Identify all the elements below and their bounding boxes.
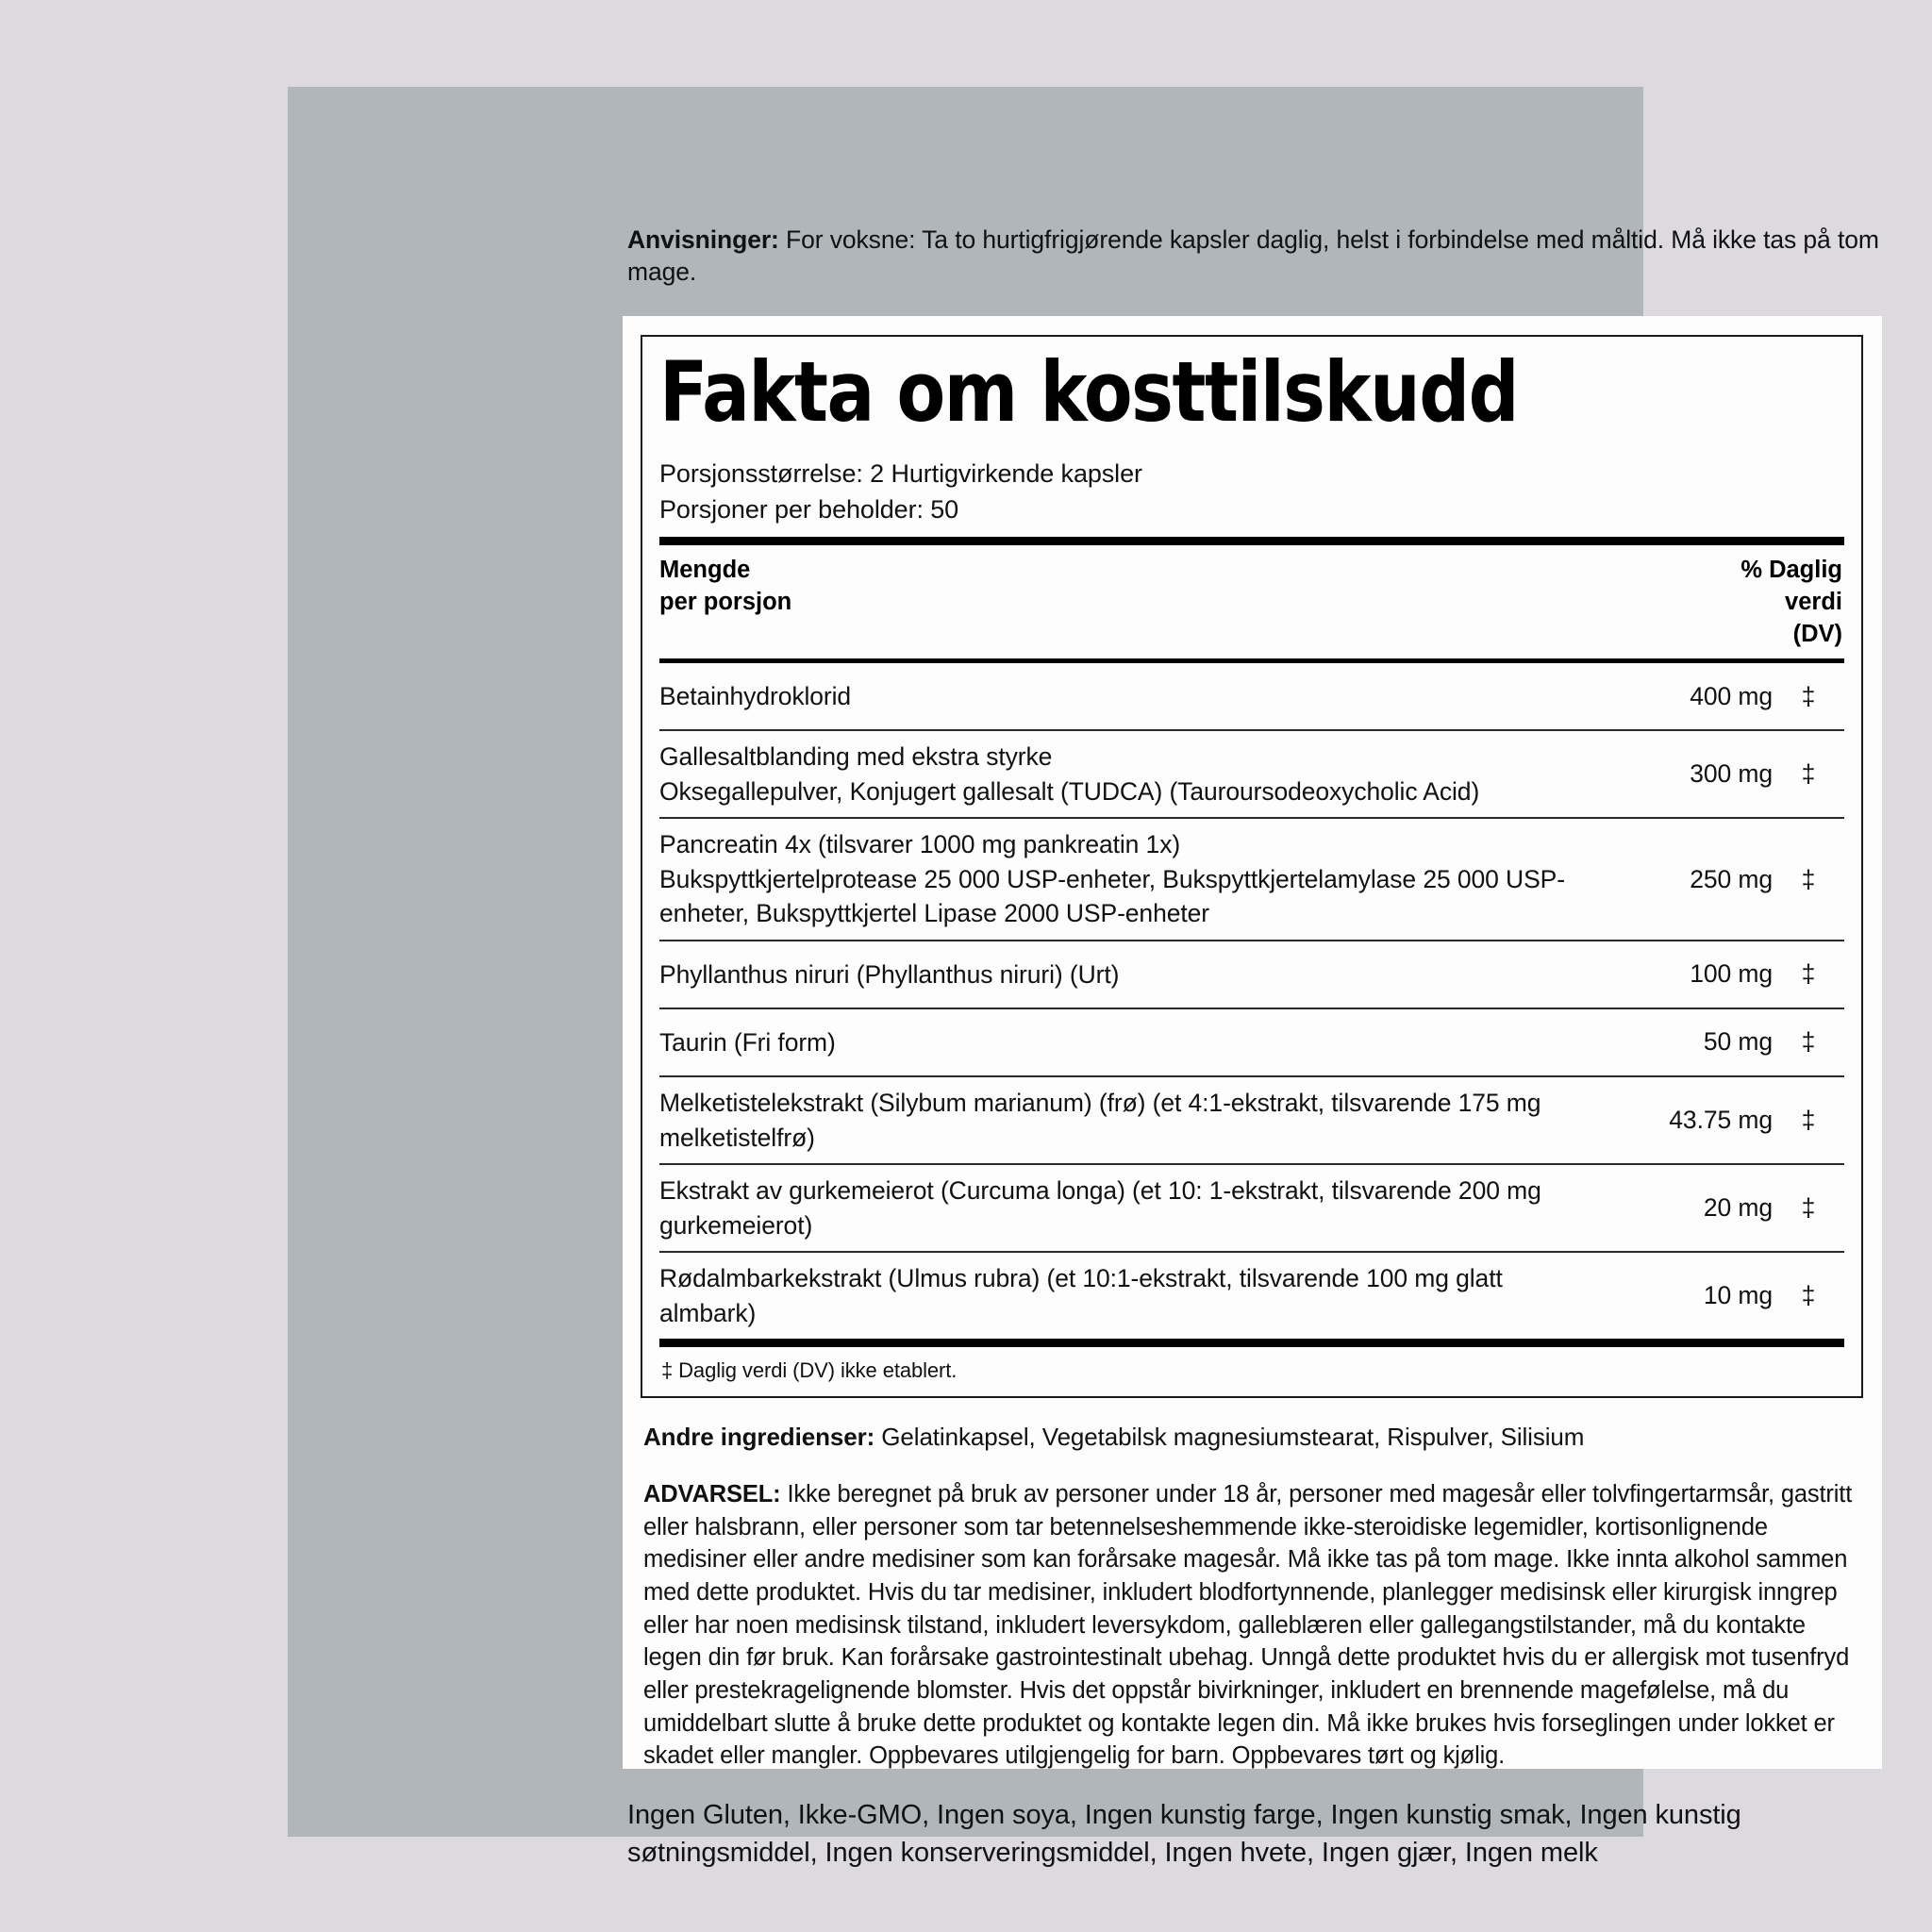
amount-column-header: [659, 555, 1644, 619]
nutrient-amount: 43.75 mg: [1669, 1106, 1773, 1134]
supplement-facts-box: [641, 335, 1863, 1398]
table-row: [659, 1009, 1844, 1075]
other-ingredients-paragraph: [643, 1422, 1864, 1454]
nutrient-amount: 400 mg: [1690, 681, 1773, 710]
nutrient-name: [659, 1025, 1598, 1060]
nutrient-name: [659, 827, 1598, 931]
nutrient-daily-value: ‡: [1801, 1027, 1816, 1057]
table-header-row: [659, 545, 1844, 658]
free-from-claims: Ingen Gluten, Ikke-GMO, Ingen soya, Ingen kunstig farge, Ingen kunstig smak, Ingen kunstig søtningsmiddel, Ingen konserveringsmiddel, Ingen hvete, Ingen gjær, Ingen melk: [627, 1800, 1741, 1869]
nutrient-name: [659, 740, 1598, 808]
nutrient-name-detail: Oksegallepulver, Konjugert gallesalt (TUDCA) (Tauroursodeoxycholic Acid): [659, 776, 1480, 806]
warning-label: ADVARSEL:: [643, 1481, 781, 1507]
table-row: [659, 663, 1844, 729]
divider-thick-bottom: [659, 1339, 1844, 1347]
table-row: [659, 731, 1844, 817]
dv-header-line1: % Daglig: [1740, 557, 1842, 584]
nutrient-name-main: Ekstrakt av gurkemeierot (Curcuma longa) (et 10: 1-ekstrakt, tilsvarende 200 mg gurkemeierot): [659, 1176, 1541, 1240]
nutrient-name: [659, 958, 1598, 992]
nutrient-name-main: Melketistelekstrakt (Silybum marianum) (frø) (et 4:1-ekstrakt, tilsvarende 175 mg melketistelfrø): [659, 1088, 1541, 1152]
supplement-label-card: [288, 87, 1879, 1869]
daily-value-footnote: ‡ Daglig verdi (DV) ikke etablert.: [661, 1358, 958, 1383]
nutrient-daily-value: ‡: [1801, 1106, 1816, 1134]
nutrient-amount: 250 mg: [1690, 864, 1773, 893]
nutrient-daily-value: ‡: [1801, 681, 1816, 710]
warning-text: Ikke beregnet på bruk av personer under 18 år, personer med magesår eller tolvfingertarmsår, gastritt eller halsbrann, eller personer som tar betennelseshemmende ikke-steroidiske legemidler, kortisonlignende medisiner eller andre medisiner som kan forårsake magesår. Må ikke tas på tom mage. Ikke innta alkohol sammen med dette produktet. Hvis du tar medisiner, inkludert blodfortynnende, planlegger medisinsk eller kirurgisk inngrep eller har noen medisinsk tilstand, inkludert leversykdom, galleblæren eller gallegangstilstander, må du kontakte legen din før bruk. Kan forårsake gastrointestinalt ubehag. Unngå dette produktet hvis du er allergisk mot tusenfryd eller prestekragelignende blomster. Hvis det oppstår bivirkninger, inkludert en brennende magefølelse, må du umiddelbart slutte å bruke dette produktet og kontakte legen din. Må ikke brukes hvis forseglingen under lokket er skadet eller mangler. Oppbevares utilgjengelig for barn. Oppbevares tørt og kjølig.: [643, 1481, 1853, 1770]
dv-header-line2: verdi: [1785, 589, 1842, 616]
directions-paragraph: [627, 224, 1882, 289]
nutrient-name-main: Pancreatin 4x (tilsvarer 1000 mg pankreatin 1x): [659, 830, 1181, 859]
nutrient-daily-value: ‡: [1801, 759, 1816, 789]
nutrient-name: [659, 1086, 1598, 1155]
nutrient-daily-value: ‡: [1801, 864, 1816, 893]
nutrient-name: [659, 1174, 1598, 1242]
nutrient-amount: 100 mg: [1690, 959, 1773, 989]
warning-paragraph: [643, 1478, 1864, 1773]
table-row: [659, 1077, 1844, 1163]
nutrient-name: [659, 1261, 1598, 1330]
nutrient-amount: 20 mg: [1703, 1193, 1773, 1223]
nutrient-daily-value: ‡: [1801, 959, 1816, 989]
nutrient-table-body: [659, 663, 1844, 1339]
nutrient-name-main: Rødalmbarkekstrakt (Ulmus rubra) (et 10:1-ekstrakt, tilsvarende 100 mg glatt almbark): [659, 1264, 1503, 1327]
table-row: [659, 941, 1844, 1008]
serving-size: Porsjonsstørrelse: 2 Hurtigvirkende kapsler: [659, 458, 1142, 488]
amount-header-line1: Mengde: [659, 557, 751, 584]
nutrient-daily-value: ‡: [1801, 1281, 1816, 1310]
amount-header-line2: per porsjon: [659, 589, 792, 616]
other-ingredients-label: Andre ingredienser:: [643, 1423, 875, 1451]
nutrient-amount: 10 mg: [1703, 1281, 1773, 1310]
divider-thick-top: [659, 537, 1844, 545]
nutrient-name-main: Taurin (Fri form): [659, 1027, 836, 1057]
page-title: Fakta om kosttilskudd: [659, 343, 1519, 441]
nutrient-name-detail: Bukspyttkjertelprotease 25 000 USP-enheter, Bukspyttkjertelamylase 25 000 USP-enheter, Bukspyttkjertel Lipase 2000 USP-enheter: [659, 864, 1565, 928]
dv-header-line3: (DV): [1792, 621, 1842, 648]
directions-label: Anvisninger:: [627, 225, 779, 254]
table-row: [659, 1253, 1844, 1339]
nutrient-amount: 50 mg: [1703, 1027, 1773, 1057]
other-ingredients-text: Gelatinkapsel, Vegetabilsk magnesiumstearat, Rispulver, Silisium: [874, 1423, 1585, 1451]
table-row: [659, 1165, 1844, 1251]
nutrient-amount: 300 mg: [1690, 759, 1773, 789]
table-row: [659, 819, 1844, 940]
servings-per-container: Porsjoner per beholder: 50: [659, 495, 959, 525]
nutrient-daily-value: ‡: [1801, 1193, 1816, 1223]
nutrient-name-main: Phyllanthus niruri (Phyllanthus niruri) (Urt): [659, 959, 1120, 989]
daily-value-column-header: [1644, 555, 1844, 651]
serving-info: [659, 456, 1844, 528]
nutrient-name-main: Betainhydroklorid: [659, 681, 852, 710]
nutrient-name: [659, 679, 1598, 714]
supplement-facts-panel: [623, 316, 1882, 1769]
directions-text: For voksne: Ta to hurtigfrigjørende kapsler daglig, helst i forbindelse med måltid. Må ikke tas på tom mage.: [627, 225, 1879, 287]
nutrient-name-main: Gallesaltblanding med ekstra styrke: [659, 742, 1053, 772]
